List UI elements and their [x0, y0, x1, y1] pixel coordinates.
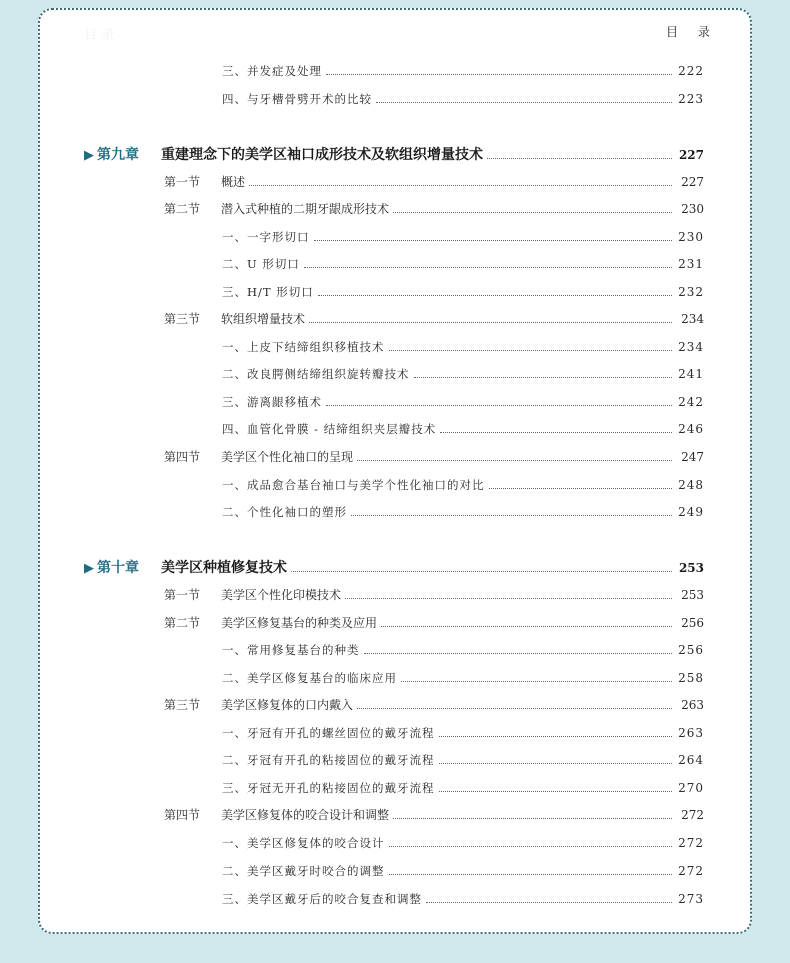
dot-leader [345, 597, 672, 599]
sub-entry[interactable] [222, 393, 704, 411]
page-number: 253 [678, 561, 704, 575]
section-title: 美学区修复基台的种类及应用 [221, 616, 378, 630]
page-number: 241 [678, 367, 704, 381]
dot-leader [326, 404, 672, 406]
page-number: 248 [678, 478, 704, 492]
sub-title: 二、个性化袖口的塑形 [222, 505, 347, 519]
page-number: 272 [678, 836, 704, 850]
dot-leader [439, 762, 673, 764]
sub-title: 四、与牙槽骨劈开术的比较 [222, 92, 372, 106]
sub-title: 四、血管化骨膜 - 结缔组织夹层瓣技术 [222, 422, 437, 436]
sub-entry[interactable] [222, 420, 704, 438]
dot-leader [309, 321, 672, 323]
dot-leader [291, 570, 672, 572]
sub-title: 三、H/T 形切口 [222, 285, 314, 299]
dot-leader [351, 514, 672, 516]
sub-title: 二、美学区修复基台的临床应用 [222, 671, 397, 685]
sub-title: 三、美学区戴牙后的咬合复查和调整 [222, 892, 422, 906]
page-number: 264 [678, 753, 704, 767]
page-number: 223 [678, 92, 704, 106]
page-number: 234 [681, 312, 704, 326]
section-entry[interactable] [164, 696, 704, 714]
sub-entry[interactable] [222, 365, 704, 383]
dot-leader [381, 625, 672, 627]
section-title: 美学区个性化袖口的呈现 [221, 450, 354, 464]
page-number: 247 [681, 450, 704, 464]
page-number: 234 [678, 340, 704, 354]
sub-entry[interactable] [222, 90, 704, 108]
sub-title: 一、美学区修复体的咬合设计 [222, 836, 385, 850]
sub-entry[interactable] [222, 503, 704, 521]
section-number: 第二节 [164, 202, 201, 216]
sub-entry[interactable] [222, 255, 704, 273]
page-number: 263 [681, 698, 704, 712]
chapter-title: 重建理念下的美学区袖口成形技术及软组织增量技术 [161, 147, 483, 163]
section-title: 概述 [221, 175, 246, 189]
dot-leader [389, 349, 673, 351]
dot-leader [414, 376, 673, 378]
sub-entry[interactable] [222, 476, 704, 494]
sub-entry[interactable] [222, 724, 704, 742]
sub-title: 一、成品愈合基台袖口与美学个性化袖口的对比 [222, 478, 485, 492]
dot-leader [376, 101, 672, 103]
chapter-entry[interactable] [84, 559, 704, 578]
dot-leader [326, 73, 672, 75]
sub-title: 三、并发症及处理 [222, 64, 322, 78]
page-number: 272 [681, 808, 704, 822]
sub-title: 一、上皮下结缔组织移植技术 [222, 340, 385, 354]
dot-leader [318, 294, 672, 296]
section-entry[interactable] [164, 448, 704, 466]
page-number: 272 [678, 864, 704, 878]
section-entry[interactable] [164, 200, 704, 218]
chapter-number: 第九章 [97, 147, 139, 163]
section-entry[interactable] [164, 310, 704, 328]
page-number: 263 [678, 726, 704, 740]
section-entry[interactable] [164, 806, 704, 824]
section-number: 第四节 [164, 808, 201, 822]
chapter-title: 美学区种植修复技术 [161, 560, 287, 576]
sub-title: 二、改良腭侧结缔组织旋转瓣技术 [222, 367, 410, 381]
dot-leader [357, 459, 672, 461]
sub-entry[interactable] [222, 228, 704, 246]
page-number: 249 [678, 505, 704, 519]
sub-entry[interactable] [222, 338, 704, 356]
page-number: 232 [678, 285, 704, 299]
section-number: 第三节 [164, 698, 201, 712]
page-number: 227 [681, 175, 704, 189]
section-number: 第一节 [164, 588, 201, 602]
dot-leader [426, 901, 672, 903]
dot-leader [364, 652, 673, 654]
dot-leader [393, 211, 672, 213]
section-entry[interactable] [164, 586, 704, 604]
section-number: 第二节 [164, 616, 201, 630]
sub-entry[interactable] [222, 669, 704, 687]
chapter-arrow-icon: ▶ [84, 561, 94, 576]
section-number: 第四节 [164, 450, 201, 464]
page-number: 222 [678, 64, 704, 78]
sub-title: 二、美学区戴牙时咬合的调整 [222, 864, 385, 878]
dot-leader [401, 680, 672, 682]
page-number: 258 [678, 671, 704, 685]
page-number: 227 [678, 148, 704, 162]
running-header-ghost: 目 录 [84, 28, 115, 43]
section-title: 软组织增量技术 [221, 312, 306, 326]
chapter-entry[interactable] [84, 146, 704, 165]
sub-entry[interactable] [222, 283, 704, 301]
dot-leader [389, 845, 673, 847]
dot-leader [440, 431, 672, 433]
section-entry[interactable] [164, 614, 704, 632]
page-number: 231 [678, 257, 704, 271]
dot-leader [489, 487, 673, 489]
section-number: 第三节 [164, 312, 201, 326]
sub-entry[interactable] [222, 890, 704, 908]
dot-leader [439, 735, 673, 737]
sub-entry[interactable] [222, 751, 704, 769]
section-title: 潜入式种植的二期牙龈成形技术 [221, 202, 390, 216]
dot-leader [439, 790, 673, 792]
sub-entry[interactable] [222, 62, 704, 80]
page-number: 242 [678, 395, 704, 409]
page-number: 230 [681, 202, 704, 216]
page-number: 256 [681, 616, 704, 630]
sub-title: 二、牙冠有开孔的粘接固位的戴牙流程 [222, 753, 435, 767]
section-title: 美学区修复体的口内戴入 [221, 698, 354, 712]
page-number: 230 [678, 230, 704, 244]
page-number: 253 [681, 588, 704, 602]
dot-leader [393, 817, 672, 819]
sub-entry[interactable] [222, 862, 704, 880]
dot-leader [389, 873, 673, 875]
page-number: 273 [678, 892, 704, 906]
page-number: 270 [678, 781, 704, 795]
sub-entry[interactable] [222, 834, 704, 852]
dot-leader [314, 239, 673, 241]
section-entry[interactable] [164, 173, 704, 191]
sub-title: 三、牙冠无开孔的粘接固位的戴牙流程 [222, 781, 435, 795]
sub-title: 三、游离龈移植术 [222, 395, 322, 409]
chapter-arrow-icon: ▶ [84, 148, 94, 163]
sub-title: 一、一字形切口 [222, 230, 310, 244]
section-number: 第一节 [164, 175, 201, 189]
section-title: 美学区修复体的咬合设计和调整 [221, 808, 390, 822]
page-number: 256 [678, 643, 704, 657]
page-number: 246 [678, 422, 704, 436]
sub-title: 一、常用修复基台的种类 [222, 643, 360, 657]
chapter-number: 第十章 [97, 560, 139, 576]
section-title: 美学区个性化印模技术 [221, 588, 342, 602]
dot-leader [249, 184, 672, 186]
sub-entry[interactable] [222, 641, 704, 659]
dot-leader [304, 266, 672, 268]
sub-entry[interactable] [222, 779, 704, 797]
sub-title: 一、牙冠有开孔的螺丝固位的戴牙流程 [222, 726, 435, 740]
dot-leader [487, 157, 672, 159]
dot-leader [357, 707, 672, 709]
running-header-title: 目 录 [666, 25, 718, 39]
sub-title: 二、U 形切口 [222, 257, 300, 271]
